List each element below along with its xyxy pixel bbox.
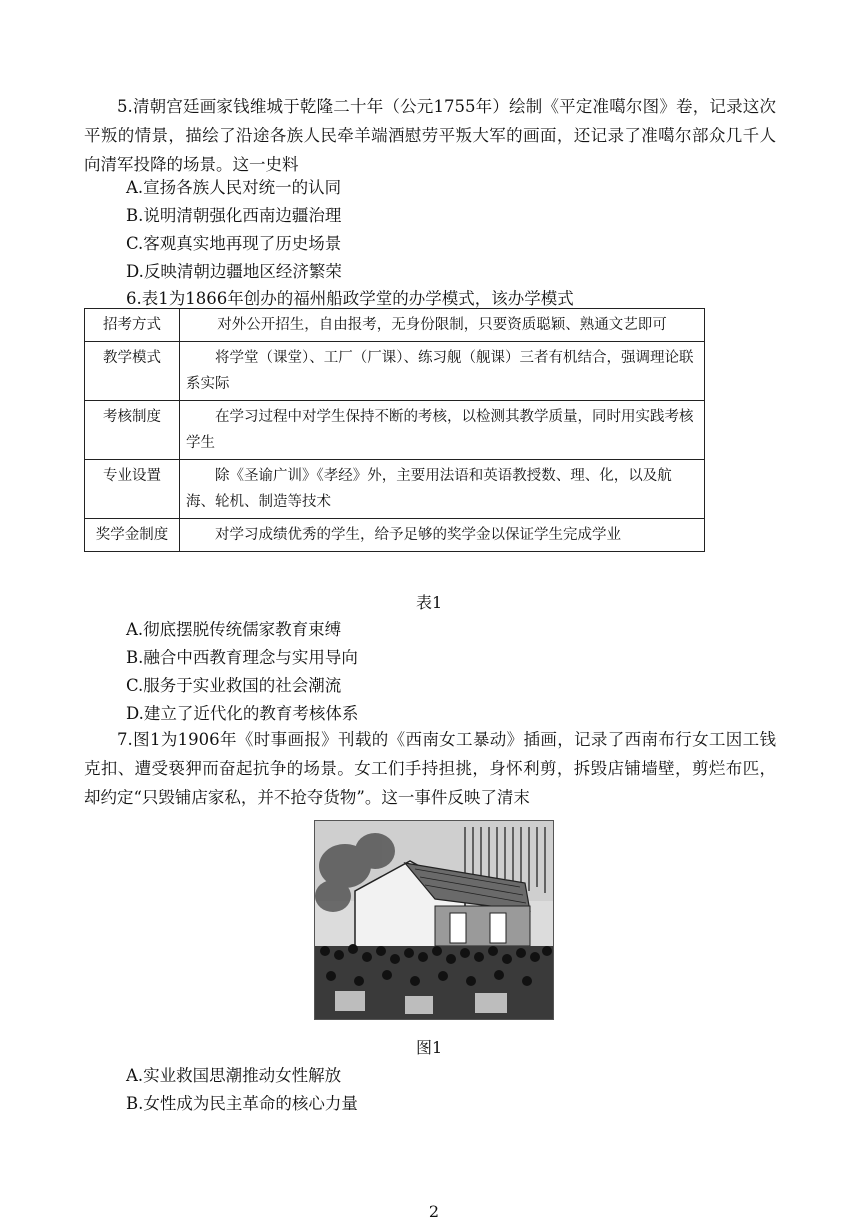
table-key-cell: 教学模式 xyxy=(85,342,180,401)
table-value-cell: 除《圣谕广训》《孝经》外，主要用法语和英语教授数、理、化，以及航海、轮机、制造等技术 xyxy=(180,460,705,519)
q7-stem: 7.图1为1906年《时事画报》刊载的《西南女工暴动》插画，记录了西南布行女工因工钱克扣、遭受亵狎而奋起抗争的场景。女工们手持担挑，身怀利剪，拆毁店铺墙壁，剪烂布匹，却约定“只毁铺店家私，并不抢夺货物”。这一事件反映了清末 xyxy=(84,730,776,807)
table-value-cell: 在学习过程中对学生保持不断的考核，以检测其教学质量，同时用实践考核学生 xyxy=(180,401,705,460)
q5-option-b: B.说明清朝强化西南边疆治理 xyxy=(126,206,342,225)
table-key-cell: 奖学金制度 xyxy=(85,519,180,552)
figure-caption: 图1 xyxy=(416,1038,443,1057)
q6-option-c: C.服务于实业救国的社会潮流 xyxy=(126,676,342,695)
q5-option-d: D.反映清朝边疆地区经济繁荣 xyxy=(126,262,342,281)
q6-option-b: B.融合中西教育理念与实用导向 xyxy=(126,648,358,667)
table-row xyxy=(85,460,705,519)
table-row xyxy=(85,401,705,460)
table-caption: 表1 xyxy=(416,593,443,612)
q5-option-a: A.宣扬各族人民对统一的认同 xyxy=(126,178,342,197)
table-row xyxy=(85,519,705,552)
table-key-cell: 考核制度 xyxy=(85,401,180,460)
q7-option-a: A.实业救国思潮推动女性解放 xyxy=(126,1066,342,1085)
table-value-cell: 对学习成绩优秀的学生，给予足够的奖学金以保证学生完成学业 xyxy=(180,519,705,552)
table-1 xyxy=(84,308,705,552)
table-key-cell: 专业设置 xyxy=(85,460,180,519)
table-value-cell: 将学堂（课堂）、工厂（厂课）、练习舰（舰课）三者有机结合，强调理论联系实际 xyxy=(180,342,705,401)
q6-stem: 6.表1为1866年创办的福州船政学堂的办学模式，该办学模式 xyxy=(126,289,574,308)
q7-option-b: B.女性成为民主革命的核心力量 xyxy=(126,1094,358,1113)
page-number: 2 xyxy=(428,1202,440,1221)
q6-option-d: D.建立了近代化的教育考核体系 xyxy=(126,704,359,723)
figure-1-illustration xyxy=(314,820,554,1020)
table-row xyxy=(85,342,705,401)
q5-stem: 5.清朝宫廷画家钱维城于乾隆二十年（公元1755年）绘制《平定准噶尔图》卷，记录这次平叛的情景，描绘了沿途各族人民牵羊端酒慰劳平叛大军的画面，还记录了准噶尔部众几千人向清军投降的场景。这一史料 xyxy=(84,97,776,174)
q6-option-a: A.彻底摆脱传统儒家教育束缚 xyxy=(126,620,342,639)
q5-option-c: C.客观真实地再现了历史场景 xyxy=(126,234,342,253)
table-row xyxy=(85,309,705,342)
table-value-cell: 对外公开招生，自由报考，无身份限制，只要资质聪颖、熟通文艺即可 xyxy=(180,309,705,342)
table-key-cell: 招考方式 xyxy=(85,309,180,342)
